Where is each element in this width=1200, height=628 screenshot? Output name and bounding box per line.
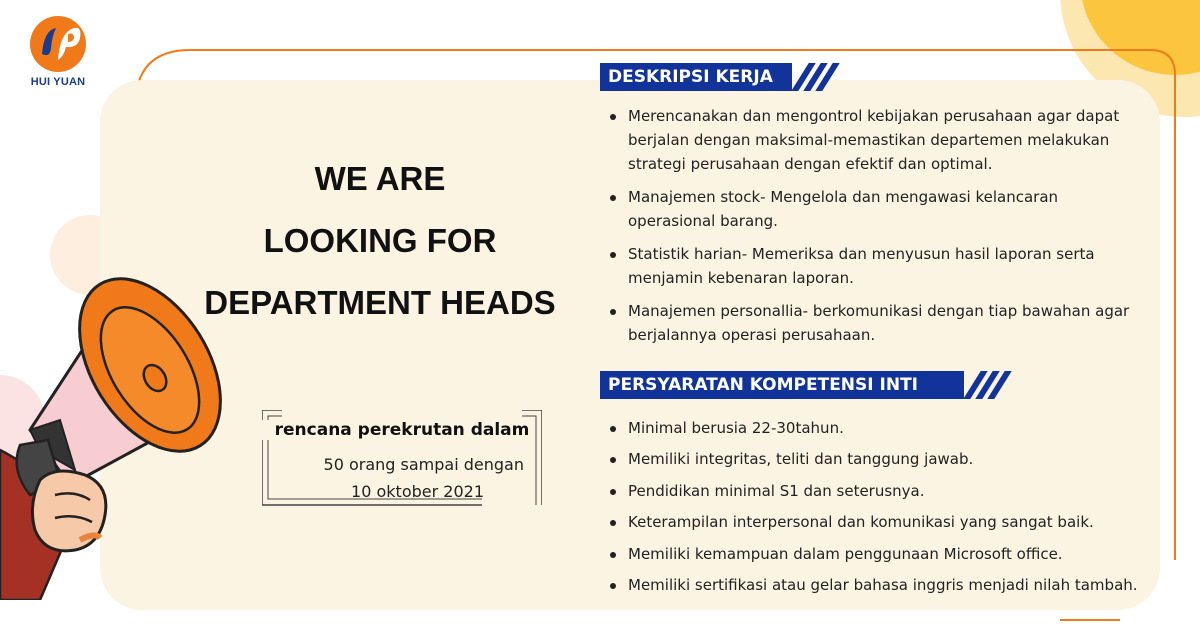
list-item: Memiliki integritas, teliti dan tanggung jawab. <box>600 447 1160 471</box>
requirements-header <box>600 371 964 399</box>
list-item: Pendidikan minimal S1 dan seterusnya. <box>600 479 1160 503</box>
list-item: Minimal berusia 22-30tahun. <box>600 416 1160 440</box>
requirements-list <box>600 416 1160 604</box>
list-item: Manajemen personallia- berkomunikasi dengan tiap bawahan agar berjalannya operasi perusahaan. <box>600 299 1140 347</box>
job-description-header <box>600 63 792 91</box>
headline-line-1: WE ARE <box>314 160 446 197</box>
list-item: Keterampilan interpersonal dan komunikasi yang sangat baik. <box>600 510 1160 534</box>
recruitment-box <box>262 410 542 510</box>
job-description-title: DESKRIPSI KERJA <box>608 67 773 87</box>
recruitment-line-1: rencana perekrutan dalam <box>274 420 530 440</box>
recruitment-line-3: 10 oktober 2021 <box>351 482 484 501</box>
headline-line-3: DEPARTMENT HEADS <box>204 284 556 321</box>
company-logo <box>18 14 98 94</box>
headline-line-2: LOOKING FOR <box>263 222 497 259</box>
list-item: Memiliki sertifikasi atau gelar bahasa inggris menjadi nilah tambah. <box>600 573 1160 597</box>
list-item: Memiliki kemampuan dalam penggunaan Microsoft office. <box>600 542 1160 566</box>
job-description-list <box>600 104 1140 356</box>
header-slashes-1 <box>796 63 836 91</box>
recruitment-line-2: 50 orang sampai dengan <box>323 455 524 474</box>
header-slashes-2 <box>968 371 1008 399</box>
brand-name: HUI YUAN <box>30 76 86 88</box>
company-logo-icon <box>18 14 98 76</box>
list-item: Statistik harian- Memeriksa dan menyusun hasil laporan serta menjamin kebenaran laporan. <box>600 242 1140 290</box>
list-item: Manajemen stock- Mengelola dan mengawasi kelancaran operasional barang. <box>600 185 1140 233</box>
requirements-title: PERSYARATAN KOMPETENSI INTI <box>608 375 919 395</box>
list-item: Merencanakan dan mengontrol kebijakan perusahaan agar dapat berjalan dengan maksimal-memastikan departemen melakukan strategi perusahaan dengan efektif dan optimal. <box>600 104 1140 176</box>
headline <box>160 148 600 334</box>
